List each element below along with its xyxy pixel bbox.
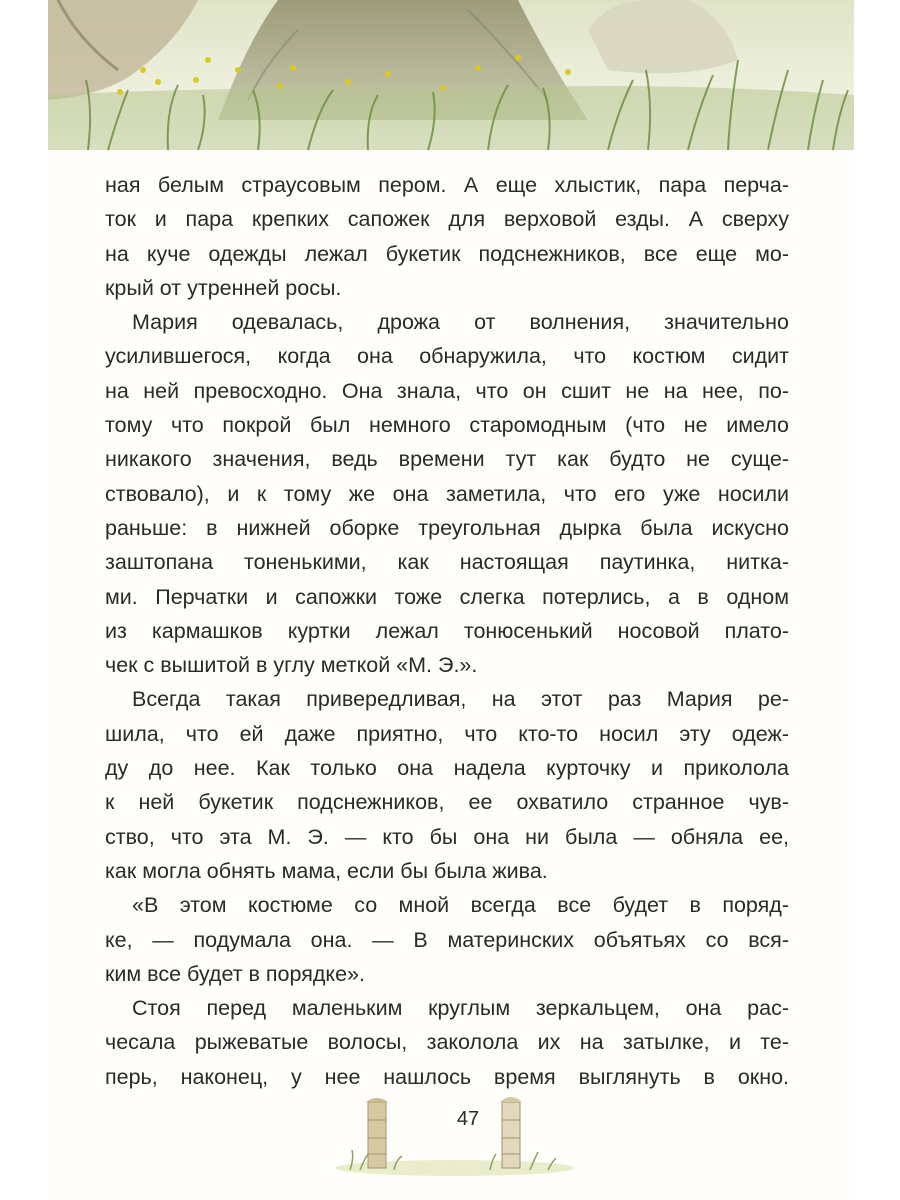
text-line: ток и пара крепких сапожек для верховой езды. А сверху [105,207,789,232]
text-line: заштопана тоненькими, как настоящая паутинка, нитка- [105,550,789,575]
text-line: ми. Перчатки и сапожки тоже слегка потерлись, а в одном [105,584,789,609]
body-text [105,168,789,1094]
text-line: ке, — подумала она. — В материнских объятьях со вся- [105,927,789,952]
text-line: раньше: в нижней оборке треугольная дырка была искусно [105,515,789,540]
text-line: ким все будет в порядке». [105,961,365,986]
text-line: ная белым страусовым пером. А еще хлыстик, пара перча- [105,173,789,197]
text-line: Мария одевалась, дрожа от волнения, значительно [132,310,789,335]
text-line: Всегда такая привередливая, на этот раз Мария ре- [132,687,789,712]
text-line: ду до нее. Как только она надела курточку и приколола [105,756,789,781]
text-line: ство, что эта М. Э. — кто бы она ни была — обняла ее, [105,824,789,849]
book-page [48,0,854,1200]
text-line: «В этом костюме со мной всегда все будет в поряд- [132,893,789,918]
text-line: чесала рыжеватые волосы, заколола их на затылке, и те- [105,1030,789,1055]
text-line: никакого значения, ведь времени тут как будто не суще- [105,447,789,472]
stone-pillar-left-icon [366,1098,388,1168]
text-line: к ней букетик подснежников, ее охватило странное чув- [105,790,789,815]
paragraph-5 [105,991,789,1094]
top-illustration [48,0,854,150]
text-line: на ней превосходно. Она знала, что он сшит не на нее, по- [105,378,789,403]
paragraph-1 [105,168,789,305]
paragraph-2 [105,305,789,682]
text-line: из кармашков куртки лежал тонюсенький носовой плато- [105,618,789,643]
paragraph-4 [105,888,789,991]
paragraph-3 [105,682,789,888]
text-line: тому что покрой был немного старомодным (что не имело [105,413,789,438]
text-line: усилившегося, когда она обнаружила, что костюм сидит [105,344,789,369]
text-line: перь, наконец, у нее нашлось время выглянуть в окно. [105,1064,789,1089]
text-line: чек с вышитой в углу меткой «М. Э.». [105,653,478,678]
text-line: ствовало), и к тому же она заметила, что его уже носили [105,481,789,506]
text-line: на куче одежды лежал букетик подснежников, все еще мо- [105,241,789,266]
text-line: Стоя перед маленьким круглым зеркальцем, она рас- [132,996,789,1021]
text-line: шила, что ей даже приятно, что кто-то носил эту одеж- [105,721,789,746]
page-number: 47 [456,1108,480,1130]
text-line: крый от утренней росы. [105,275,342,300]
text-line: как могла обнять мама, если бы была жива. [105,858,548,883]
